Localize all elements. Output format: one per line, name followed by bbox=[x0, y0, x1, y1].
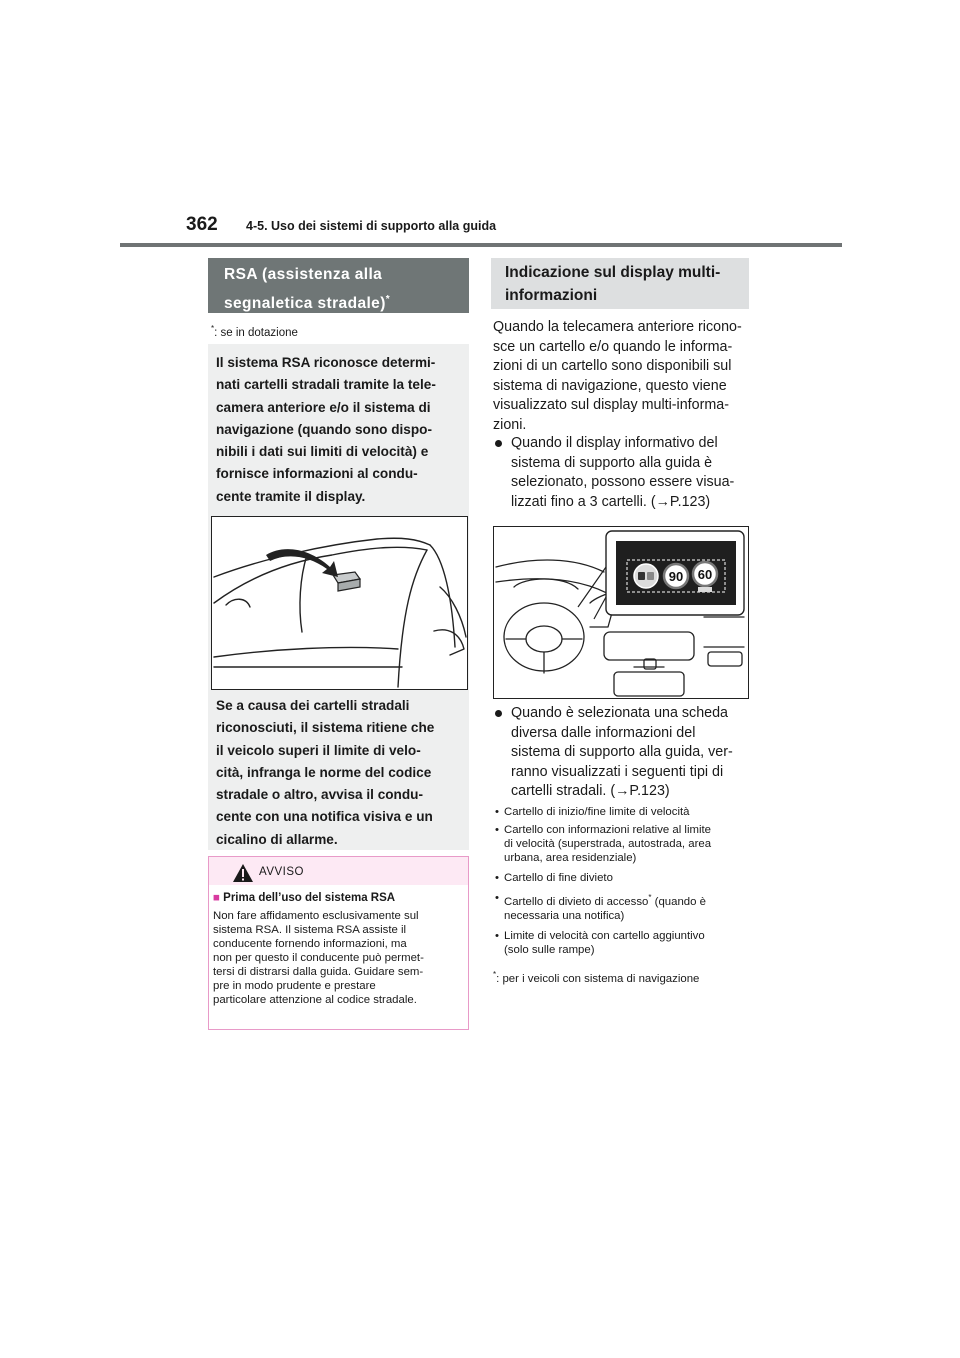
para-line: zioni di un cartello sono disponibili sul bbox=[493, 358, 732, 374]
rsa-footnote-text: : se in dotazione bbox=[214, 326, 298, 339]
bullet-dot-icon bbox=[495, 440, 502, 447]
speed-limit-60-label: 60 bbox=[697, 567, 713, 582]
no-overtaking-sign-icon bbox=[634, 564, 658, 588]
dashboard-drawing bbox=[494, 527, 748, 698]
page-number: 362 bbox=[186, 214, 218, 235]
para-line: sce un cartello e/o quando le informa- bbox=[493, 338, 733, 355]
windshield-camera-illustration bbox=[211, 516, 468, 690]
warning-triangle-icon bbox=[232, 863, 254, 883]
rsa-heading-line1: RSA (assistenza alla bbox=[224, 266, 383, 283]
display-intro-paragraph bbox=[493, 318, 753, 435]
caution-line: Non fare affidamento esclusivamente sul bbox=[213, 910, 419, 922]
display-section-heading bbox=[491, 258, 749, 309]
caution-line: pre in modo prudente e prestare bbox=[213, 980, 376, 992]
caution-line: non per questo il conducente può permet- bbox=[213, 952, 424, 964]
rsa-warning-text bbox=[216, 695, 464, 851]
chapter-title: 4-5. Uso dei sistemi di supporto alla guida bbox=[246, 219, 497, 233]
caution-subtitle bbox=[213, 892, 395, 904]
intro-line: cente tramite il display. bbox=[216, 488, 366, 504]
bullet-other-tab bbox=[493, 704, 753, 802]
intro-line: nibili i dati sui limiti di velocità) e bbox=[216, 444, 429, 460]
list-item: • Limite di velocità con cartello aggiuntivo (solo sulle rampe) bbox=[495, 929, 751, 957]
list-item: • Cartello di fine divieto bbox=[495, 871, 751, 885]
bullet-support-display bbox=[493, 434, 753, 512]
dashboard-display-illustration bbox=[493, 526, 749, 699]
para-line: Quando la telecamera anteriore ricono- bbox=[493, 319, 742, 335]
bullet-line: lizzati fino a 3 cartelli. (→P.123) bbox=[511, 493, 711, 510]
warn-line: Se a causa dei cartelli stradali bbox=[216, 698, 410, 713]
bullet-dot-icon bbox=[495, 710, 502, 717]
rsa-section-heading bbox=[208, 258, 469, 313]
rsa-footnote bbox=[211, 324, 298, 339]
supplementary-plate-icon bbox=[698, 587, 712, 592]
caution-line: particolare attenzione al codice stradale. bbox=[213, 994, 417, 1006]
bullet-line: Quando è selezionata una scheda bbox=[511, 705, 729, 721]
intro-line: navigazione (quando sono dispo- bbox=[216, 421, 432, 437]
rsa-heading-mark: * bbox=[385, 294, 391, 305]
navigation-footnote bbox=[493, 970, 699, 985]
list-item: • Cartello di inizio/fine limite di velocità bbox=[495, 805, 751, 819]
pink-square-icon: ■ bbox=[213, 892, 220, 904]
intro-line: nati cartelli stradali tramite la tele- bbox=[216, 377, 436, 393]
display-heading-line2: informazioni bbox=[505, 287, 598, 304]
caution-line: conducente fornendo informazioni, ma bbox=[213, 938, 407, 950]
list-item: • Cartello di divieto di accesso* (quando è necessaria una notifica) bbox=[495, 891, 751, 923]
display-heading-line1: Indicazione sul display multi- bbox=[505, 264, 721, 281]
header-rule bbox=[120, 243, 842, 247]
bullet-line: ranno visualizzati i seguenti tipi di bbox=[511, 763, 724, 780]
warn-line: stradale o altro, avvisa il condu- bbox=[216, 787, 423, 803]
caution-body bbox=[213, 909, 465, 1007]
bullet-line: diversa dalle informazioni del bbox=[511, 724, 696, 741]
bullet-line: sistema di supporto alla guida, ver- bbox=[511, 744, 733, 760]
bullet-line: selezionato, possono essere visua- bbox=[511, 474, 735, 490]
warn-line: riconosciuti, il sistema ritiene che bbox=[216, 720, 435, 736]
caution-label: AVVISO bbox=[259, 866, 304, 878]
bullet-line: cartelli stradali. (→P.123) bbox=[511, 783, 670, 799]
speed-limit-90-label: 90 bbox=[668, 569, 684, 584]
para-line: sistema di navigazione, questo viene bbox=[493, 377, 727, 394]
intro-line: fornisce informazioni al condu- bbox=[216, 466, 418, 482]
warn-line: cicalino di allarme. bbox=[216, 831, 338, 847]
warn-line: cente con una notifica visiva e un bbox=[216, 809, 433, 825]
caution-line: tersi di distrarsi dalla guida. Guidare sem- bbox=[213, 966, 424, 978]
warn-line: cità, infranga le norme del codice bbox=[216, 764, 432, 780]
rsa-heading-line2: segnaletica stradale) bbox=[224, 295, 386, 313]
navigation-footnote-mark: * bbox=[493, 970, 497, 979]
caution-box bbox=[208, 856, 469, 1030]
rsa-intro-text bbox=[216, 352, 464, 508]
sign-types-list bbox=[495, 805, 751, 957]
bullet-line: Quando il display informativo del bbox=[511, 435, 718, 451]
list-item: • Cartello con informazioni relative al limite di velocità (superstrada, autostrada, area urbana, area residenziale) bbox=[495, 823, 751, 865]
windshield-drawing bbox=[212, 517, 467, 689]
caution-header bbox=[209, 857, 468, 885]
para-line: zioni. bbox=[493, 416, 527, 433]
warn-line: il veicolo superi il limite di velo- bbox=[216, 742, 421, 758]
para-line: visualizzato sul display multi-informa- bbox=[493, 397, 729, 413]
intro-line: Il sistema RSA riconosce determi- bbox=[216, 355, 436, 370]
navigation-footnote-text: : per i veicoli con sistema di navigazione bbox=[496, 972, 700, 985]
caution-subtitle-text: Prima dell’uso del sistema RSA bbox=[223, 892, 396, 904]
caution-line: sistema RSA. Il sistema RSA assiste il bbox=[213, 924, 407, 936]
intro-line: camera anteriore e/o il sistema di bbox=[216, 399, 431, 415]
bullet-line: sistema di supporto alla guida è bbox=[511, 454, 713, 471]
rsa-footnote-mark: * bbox=[211, 324, 215, 333]
